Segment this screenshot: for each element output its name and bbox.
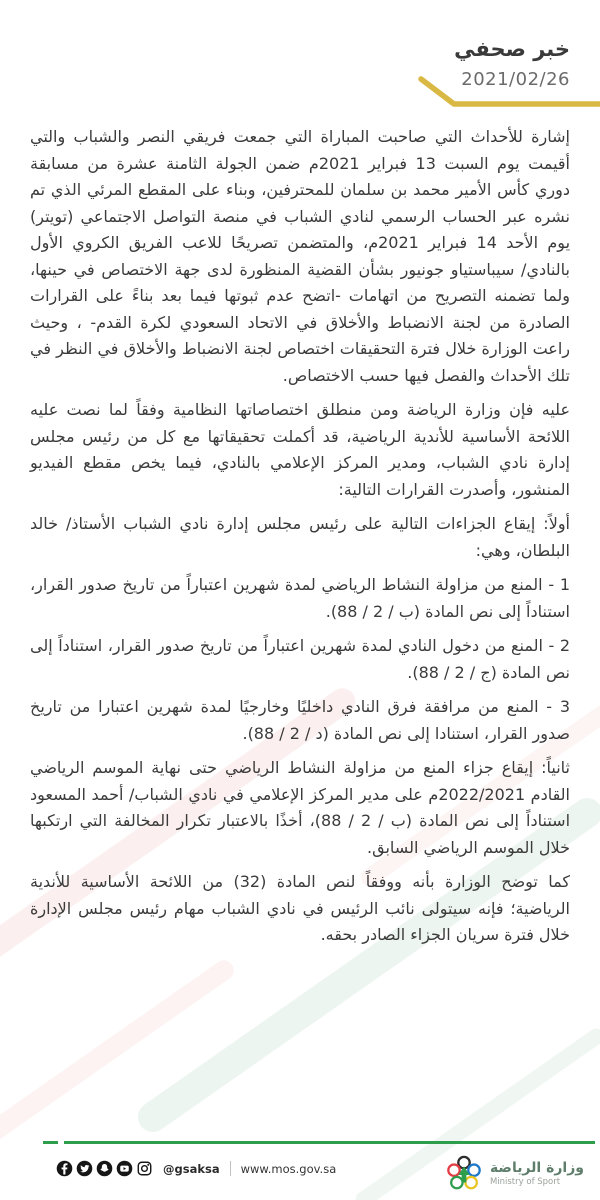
- paragraph-intro: إشارة للأحداث التي صاحبت المباراة التي جمعت فريقي النصر والشباب والتي أقيمت يوم السبت 13 فبراير 2021م ضمن الجولة الثامنة عشرة من مسابقة دوري كأس الأمير محمد بن سلمان للمحترفين، وبناء على المقطع المرئي الذي تم نشره عبر الحساب الرسمي لنادي الشباب في منصة التواصل الاجتماعي (تويتر) يوم الأحد 14 فبراير 2021م، والمتضمن تصريحًا للاعب الفريق الكروي الأول بالنادي/ سيباستياو جونيور بشأن القضية المنظورة لدى جهة الاختصاص في حينها، ولما تضمنه التصريح من اتهامات -اتضح عدم ثبوتها فيما بعد بناءً على القرارات الصادرة من لجنة الانضباط والأخلاق في الاتحاد السعودي لكرة القدم- ، وحيث راعت الوزارة خلال فترة التحقيقات اختصاص لجنة الانضباط والأخلاق في النظر في تلك الأحداث والفصل فيها حسب الاختصاص.: [30, 127, 571, 385]
- ministry-name-english: Ministry of Sport: [489, 1176, 561, 1187]
- paragraph-first-clause: أولاً: إيقاع الجزاءات التالية على رئيس مجلس إدارة نادي الشباب الأستاذ/ خالد البلطان، وهي:: [30, 514, 570, 560]
- footer-social-row: [56, 1160, 336, 1177]
- sanction-item-3: 3 - المنع من مرافقة فرق النادي داخليًا وخارجيًا لمدة شهرين اعتبارا من تاريخ صدور القرار، استنادا إلى نص المادة ⁦(88 / 2 / د)⁩.: [30, 697, 570, 743]
- website-link[interactable]: www.mos.gov.sa: [240, 1161, 337, 1176]
- facebook-icon[interactable]: [56, 1160, 73, 1177]
- ministry-logo-block: [445, 1153, 584, 1195]
- footer-divider: [230, 1161, 231, 1176]
- press-release-body: [30, 124, 570, 957]
- youtube-icon[interactable]: [116, 1160, 133, 1177]
- social-handle[interactable]: @gsaksa: [163, 1161, 220, 1176]
- footer-rule: [64, 1141, 595, 1144]
- twitter-icon[interactable]: [76, 1160, 93, 1177]
- snapchat-icon[interactable]: [96, 1160, 113, 1177]
- paragraph-second-clause: ثانياً: إيقاع جزاء المنع من مزاولة النشاط الرياضي حتى نهاية الموسم الرياضي القادم 2022/2021م على مدير المركز الإعلامي في نادي الشباب/ أحمد المسعود استناداً إلى نص المادة ⁦(88 / 2 / ب)⁩، أخذًا بالاعتبار تكرار المخالفة التي ارتكبها خلال الموسم الرياضي السابق.: [30, 758, 571, 857]
- footer-rule-dash: [43, 1141, 58, 1144]
- paragraph-ministry-decision: عليه فإن وزارة الرياضة ومن منطلق اختصاصاتها النظامية وفقاً لما نصت عليه اللائحة الأساسية للأندية الرياضية، قد أكملت تحقيقاتها مع كل من رئيس مجلس إدارة نادي الشباب، ومدير المركز الإعلامي بالنادي، فيما يخص مقطع الفيديو المنشور، وأصدرت القرارات التالية:: [30, 400, 570, 499]
- instagram-icon[interactable]: [136, 1160, 153, 1177]
- sanction-item-2: 2 - المنع من دخول النادي لمدة شهرين اعتباراً من تاريخ صدور القرار، استناداً إلى نص المادة ⁦(88 / 2 / ج)⁩.: [30, 636, 570, 682]
- page-title: خبر صحفي: [454, 37, 570, 61]
- paragraph-closing: كما توضح الوزارة بأنه ووفقاً لنص المادة (32) من اللائحة الأساسية للأندية الرياضية؛ فإنه سيتولى نائب الرئيس في نادي الشباب مهام رئيس مجلس الإدارة خلال فترة سريان الجزاء الصادر بحقه.: [30, 872, 571, 944]
- ministry-of-sport-logo-icon: [445, 1153, 483, 1195]
- gold-underline-decoration: [418, 76, 600, 108]
- ministry-name-arabic: وزارة الرياضة: [489, 1160, 584, 1177]
- sanction-item-1: 1 - المنع من مزاولة النشاط الرياضي لمدة شهرين اعتباراً من تاريخ صدور القرار، استناداً إلى نص المادة ⁦(88 / 2 / ب)⁩.: [30, 575, 570, 621]
- press-release-date: 2021/02/26: [461, 69, 570, 91]
